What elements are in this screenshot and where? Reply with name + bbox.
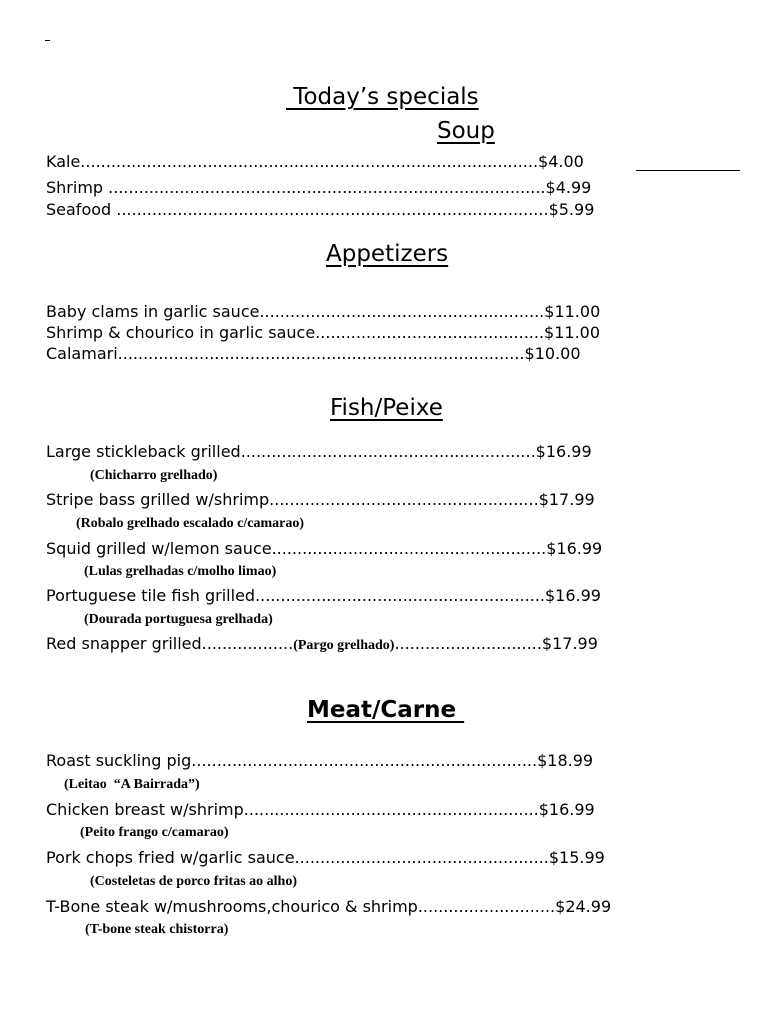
red-snapper-name: Red snapper grilled..................	[46, 634, 294, 653]
appetizer-item-clams: Baby clams in garlic sauce........................................................$11.00	[46, 302, 601, 321]
meat-item-pork-chops: Pork chops fried w/garlic sauce..................................................$15.99	[46, 848, 605, 867]
red-snapper-pt: (Pargo grelhado)	[293, 638, 395, 653]
appetizer-item-shrimp-chourico: Shrimp & chourico in garlic sauce.............................................$11.00	[46, 323, 601, 342]
soup-item-kale: Kale..........................................................................................$4.00	[46, 152, 584, 171]
fish-item-stickleback-pt: (Chicharro grelhado)	[90, 468, 218, 483]
meat-item-tbone-pt: (T-bone steak chistorra)	[85, 922, 229, 937]
fish-item-tile-fish: Portuguese tile fish grilled.........................................................$16.99	[46, 586, 601, 605]
fish-item-stripe-bass-pt: (Robalo grelhado escalado c/camarao)	[76, 516, 304, 531]
red-snapper-price: .............................$17.99	[394, 634, 598, 653]
meat-heading: Meat/Carne	[307, 697, 465, 723]
fish-item-squid: Squid grilled w/lemon sauce......................................................$16.99	[46, 539, 603, 558]
soup-item-seafood: Seafood .....................................................................................$5.99	[46, 200, 595, 219]
meat-item-chicken-breast: Chicken breast w/shrimp..........................................................$16.99	[46, 800, 595, 819]
fish-item-red-snapper	[46, 634, 598, 654]
fish-item-tile-fish-pt: (Dourada portuguesa grelhada)	[84, 612, 273, 627]
underline-rule	[636, 170, 740, 171]
fish-heading: Fish/Peixe	[330, 395, 443, 421]
meat-item-chicken-breast-pt: (Peito frango c/camarao)	[80, 825, 229, 840]
page-title: Today’s specials	[286, 84, 479, 110]
fish-item-stickleback: Large stickleback grilled..........................................................$16.99	[46, 442, 592, 461]
soup-item-shrimp: Shrimp ......................................................................................$4.99	[46, 178, 592, 197]
meat-item-tbone: T-Bone steak w/mushrooms,chourico & shrimp...........................$24.99	[46, 897, 612, 916]
meat-item-suckling-pig-pt: (Leitao “A Bairrada”)	[64, 777, 200, 792]
fish-item-squid-pt: (Lulas grelhadas c/molho limao)	[84, 564, 277, 579]
meat-item-pork-chops-pt: (Costeletas de porco fritas ao alho)	[90, 874, 297, 889]
fish-item-stripe-bass: Stripe bass grilled w/shrimp.....................................................$17.99	[46, 490, 595, 509]
stray-mark	[45, 40, 50, 41]
appetizers-heading: Appetizers	[326, 241, 449, 267]
meat-item-suckling-pig: Roast suckling pig....................................................................$18.99	[46, 751, 594, 770]
appetizer-item-calamari: Calamari................................................................................$10.00	[46, 344, 581, 363]
soup-heading: Soup	[437, 118, 495, 144]
